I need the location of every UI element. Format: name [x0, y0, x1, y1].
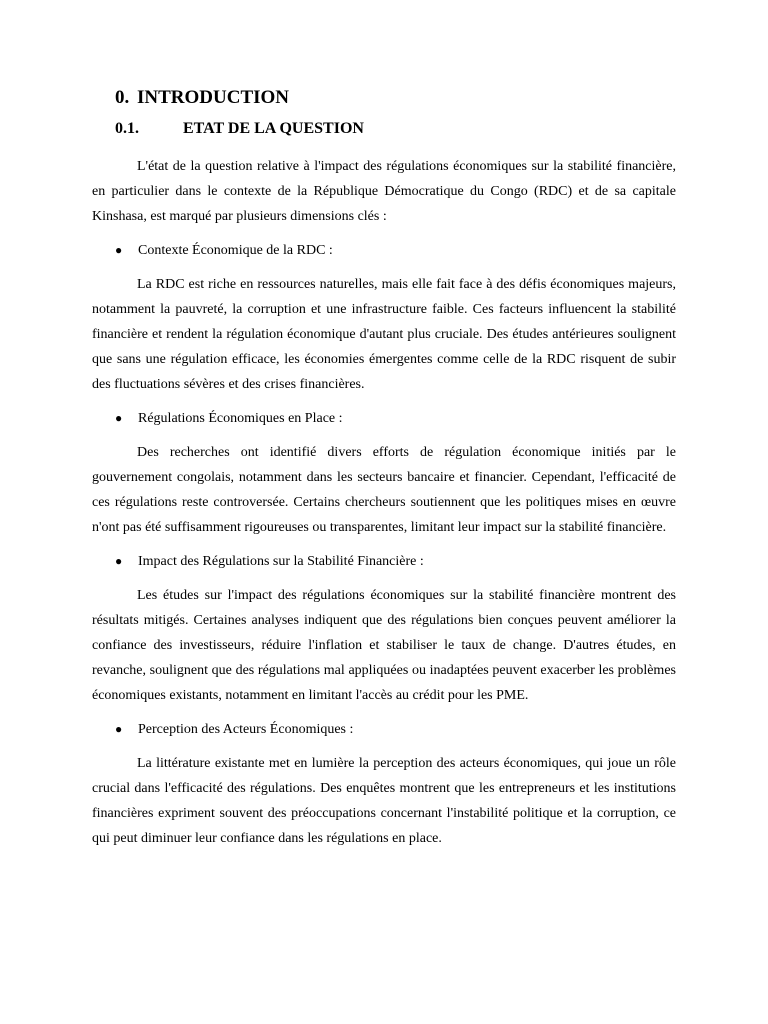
- bullet-dot-icon: ●: [115, 243, 123, 257]
- subsection-heading: [115, 118, 676, 140]
- body-paragraph: La littérature existante met en lumière la perception des acteurs économiques, qui joue un rôle crucial dans l'efficacité des régulations. Des enquêtes montrent que les entrepreneurs et les institutions financières expriment souvent des préoccupations concernant l'instabilité politique et la corruption, ce qui peut diminuer leur confiance dans les régulations en place.: [92, 756, 676, 846]
- bullet-label: Impact des Régulations sur la Stabilité Financière :: [138, 554, 424, 569]
- subheading-number: 0.1.: [115, 120, 139, 137]
- bullet-label: Régulations Économiques en Place :: [138, 411, 343, 426]
- bullet-dot-icon: ●: [115, 722, 123, 736]
- bullet-item: [115, 238, 676, 263]
- section-heading: [115, 86, 676, 110]
- body-paragraph: La RDC est riche en ressources naturelles, mais elle fait face à des défis économiques majeurs, notamment la pauvreté, la corruption et une infrastructure faible. Ces facteurs influencent la stabilité financière et rendent la régulation économique d'autant plus cruciale. Des études antérieures soulignent que sans une régulation efficace, les économies émergentes comme celle de la RDC risquent de subir des fluctuations sévères et des crises financières.: [92, 277, 676, 392]
- bullet-label: Perception des Acteurs Économiques :: [138, 722, 354, 737]
- bullet-item: [115, 549, 676, 574]
- heading-number: 0.: [115, 87, 130, 108]
- body-paragraph: Les études sur l'impact des régulations économiques sur la stabilité financière montrent des résultats mitigés. Certaines analyses indiquent que des régulations bien conçues peuvent améliorer la confiance des investisseurs, réduire l'inflation et stabiliser le taux de change. D'autres études, en revanche, soulignent que des régulations mal appliquées ou inadaptées peuvent exacerber les problèmes économiques existants, notamment en limitant l'accès au crédit pour les PME.: [92, 588, 676, 703]
- heading-title: INTRODUCTION: [137, 87, 290, 108]
- bullet-dot-icon: ●: [115, 411, 123, 425]
- subheading-title: ETAT DE LA QUESTION: [183, 120, 364, 137]
- bullet-label: Contexte Économique de la RDC :: [138, 243, 333, 258]
- bullet-item: [115, 406, 676, 431]
- intro-paragraph: L'état de la question relative à l'impact des régulations économiques sur la stabilité financière, en particulier dans le contexte de la République Démocratique du Congo (RDC) et de sa capitale Kinshasa, est marqué par plusieurs dimensions clés :: [92, 159, 676, 224]
- bullet-dot-icon: ●: [115, 554, 123, 568]
- body-paragraph: Des recherches ont identifié divers efforts de régulation économique initiés par le gouvernement congolais, notamment dans les secteurs bancaire et financier. Cependant, l'efficacité de ces régulations reste controversée. Certains chercheurs soutiennent que les politiques mises en œuvre n'ont pas été suffisamment rigoureuses ou transparentes, limitant leur impact sur la stabilité financière.: [92, 445, 676, 535]
- bullet-item: [115, 717, 676, 742]
